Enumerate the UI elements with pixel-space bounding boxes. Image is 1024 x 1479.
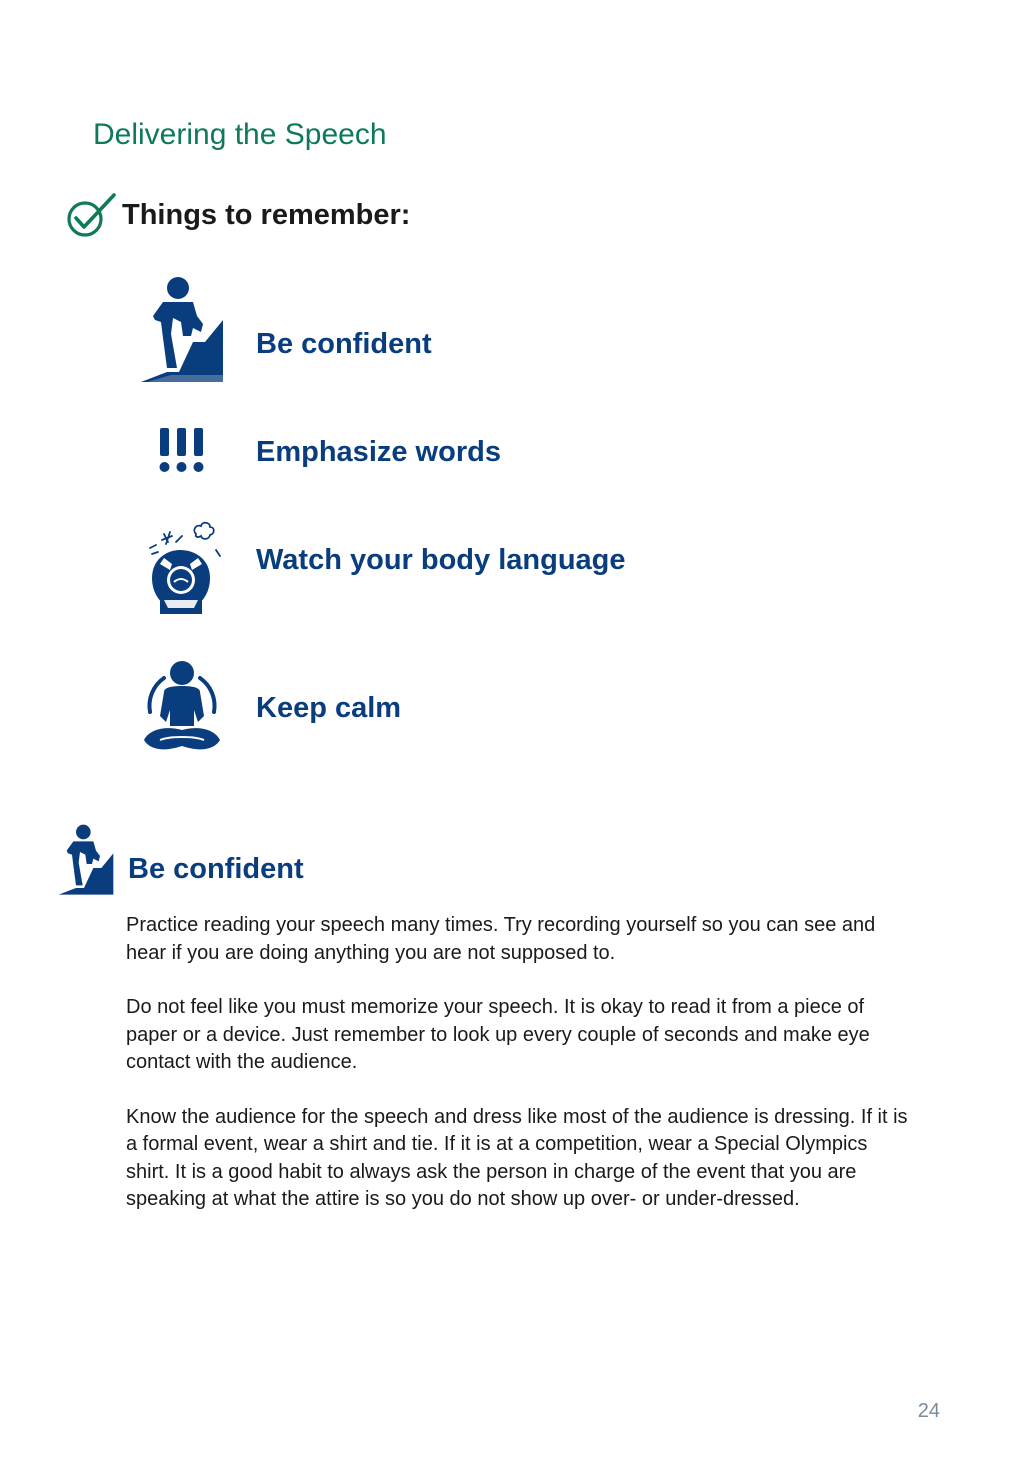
be-confident-body bbox=[126, 912, 916, 1241]
tip-be-confident bbox=[140, 276, 740, 384]
section-title: Delivering the Speech bbox=[93, 118, 387, 151]
checkmark-circle-icon bbox=[66, 192, 118, 238]
tip-label: Keep calm bbox=[256, 692, 402, 724]
climber-icon bbox=[58, 824, 114, 896]
tip-label: Watch your body language bbox=[256, 544, 626, 576]
page-number: 24 bbox=[917, 1400, 940, 1422]
tip-keep-calm bbox=[140, 660, 740, 754]
subsection-title: Be confident bbox=[128, 853, 304, 885]
frustrated-person-icon bbox=[140, 520, 224, 616]
meditation-icon bbox=[140, 660, 224, 754]
tip-watch-body-language bbox=[140, 520, 740, 616]
tip-label: Emphasize words bbox=[256, 436, 501, 468]
things-to-remember-header bbox=[66, 192, 410, 238]
paragraph: Know the audience for the speech and dress like most of the audience is dressing. If it is a formal event, wear a shirt and tie. If it is at a competition, wear a Special Olympics shirt. It is a good habit to always ask the person in charge of the event that you are speaking at what the attire is so you do not show up over- or under-dressed. bbox=[126, 1105, 908, 1210]
paragraph: Do not feel like you must memorize your speech. It is okay to read it from a piece of paper or a device. Just remember to look up every couple of seconds and make eye contact with the audience. bbox=[126, 996, 870, 1073]
climber-icon bbox=[140, 276, 224, 384]
be-confident-section-header bbox=[58, 824, 304, 896]
things-to-remember-heading: Things to remember: bbox=[122, 198, 411, 231]
tip-emphasize-words bbox=[140, 424, 740, 476]
exclamation-icon bbox=[140, 426, 224, 474]
tip-label: Be confident bbox=[256, 328, 432, 360]
paragraph: Practice reading your speech many times. Try recording yourself so you can see and hear if you are doing anything you are not supposed to. bbox=[126, 914, 876, 964]
